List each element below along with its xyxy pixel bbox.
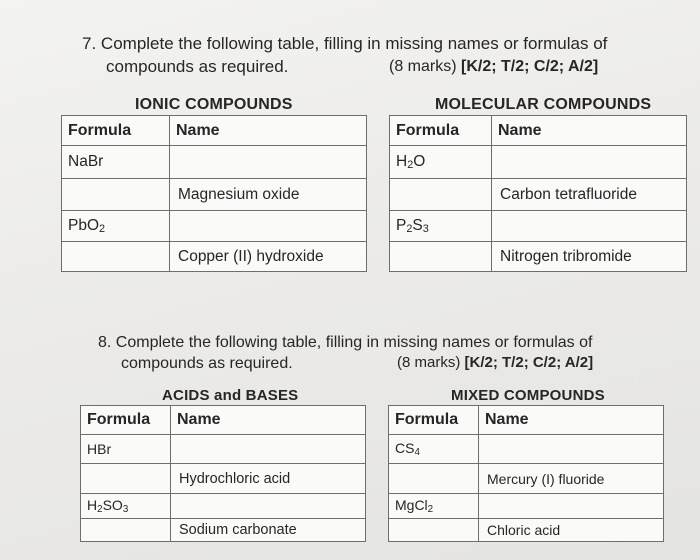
table-row xyxy=(389,464,664,494)
table-row xyxy=(81,494,366,519)
name-cell[interactable]: Mercury (I) fluoride xyxy=(479,464,664,494)
formula-text: H xyxy=(87,497,98,513)
formula-subscript: 3 xyxy=(422,223,429,235)
question-7-line2: compounds as required. xyxy=(106,57,289,76)
formula-cell[interactable] xyxy=(390,211,492,242)
name-cell[interactable] xyxy=(479,494,664,519)
acids-header-row xyxy=(81,406,366,435)
table-row xyxy=(390,211,687,242)
table-row xyxy=(62,242,367,272)
formula-cell[interactable] xyxy=(390,242,492,272)
molecular-header-formula: Formula xyxy=(390,116,492,146)
formula-subscript: 2 xyxy=(99,223,106,235)
ionic-header-row xyxy=(62,116,367,146)
question-8-marks-code: [K/2; T/2; C/2; A/2] xyxy=(464,354,594,371)
formula-subscript: 2 xyxy=(406,223,413,235)
name-cell[interactable]: Carbon tetrafluoride xyxy=(492,179,687,211)
formula-text: CS xyxy=(395,440,415,456)
name-cell[interactable] xyxy=(492,211,687,242)
formula-text: P xyxy=(396,217,407,234)
table-row xyxy=(389,435,664,464)
table-row xyxy=(390,146,687,179)
mixed-header-row xyxy=(389,406,664,435)
ionic-title: IONIC COMPOUNDS xyxy=(135,96,293,113)
formula-subscript: 2 xyxy=(407,159,414,171)
formula-text: PbO xyxy=(68,217,100,234)
name-cell[interactable]: Chloric acid xyxy=(479,519,664,542)
table-row xyxy=(62,146,367,179)
formula-subscript: 4 xyxy=(414,447,420,458)
formula-cell[interactable] xyxy=(81,494,171,519)
formula-cell[interactable] xyxy=(389,519,479,542)
table-row xyxy=(390,242,687,272)
ionic-header-formula: Formula xyxy=(62,116,170,146)
molecular-header-row xyxy=(390,116,687,146)
formula-cell[interactable] xyxy=(81,519,171,542)
name-cell[interactable]: Hydrochloric acid xyxy=(171,464,366,494)
name-cell[interactable] xyxy=(171,435,366,464)
formula-cell[interactable]: HBr xyxy=(81,435,171,464)
table-row xyxy=(62,211,367,242)
molecular-header-name: Name xyxy=(492,116,687,146)
mixed-header-name: Name xyxy=(479,406,664,435)
formula-subscript: 3 xyxy=(122,504,129,515)
question-8-line2: compounds as required. xyxy=(121,355,293,372)
name-cell[interactable] xyxy=(171,494,366,519)
formula-text: S xyxy=(412,217,423,234)
formula-subscript: 2 xyxy=(97,504,103,515)
mixed-header-formula: Formula xyxy=(389,406,479,435)
name-cell[interactable]: Nitrogen tribromide xyxy=(492,242,687,272)
name-cell[interactable]: Copper (II) hydroxide xyxy=(170,242,367,272)
table-row xyxy=(390,179,687,211)
question-8-marks xyxy=(397,354,593,371)
question-8-line1: Complete the following table, filling in missing names or formulas of xyxy=(115,334,593,351)
name-cell[interactable]: Sodium carbonate xyxy=(171,519,366,542)
formula-cell[interactable] xyxy=(62,179,170,211)
question-8-text xyxy=(98,332,592,354)
table-row xyxy=(389,494,664,519)
table-row xyxy=(81,464,366,494)
name-cell[interactable] xyxy=(479,435,664,464)
formula-cell[interactable] xyxy=(81,464,171,494)
question-7-line1: Complete the following table, filling in missing names or formulas of xyxy=(100,34,608,53)
formula-cell[interactable] xyxy=(389,494,479,519)
formula-text: MgCl xyxy=(395,497,428,513)
name-cell[interactable] xyxy=(170,146,367,179)
name-cell[interactable] xyxy=(170,211,367,242)
formula-cell[interactable] xyxy=(389,464,479,494)
formula-subscript: 2 xyxy=(427,504,434,515)
mixed-title: MIXED COMPOUNDS xyxy=(451,387,605,404)
table-row xyxy=(81,519,366,542)
formula-cell[interactable] xyxy=(62,211,170,242)
question-7-text xyxy=(82,33,607,55)
formula-text: H xyxy=(396,153,408,170)
ionic-header-name: Name xyxy=(170,116,367,146)
table-row xyxy=(389,519,664,542)
formula-cell[interactable] xyxy=(390,179,492,211)
acids-header-formula: Formula xyxy=(81,406,171,435)
molecular-title: MOLECULAR COMPOUNDS xyxy=(435,96,652,113)
name-cell[interactable]: Magnesium oxide xyxy=(170,179,367,211)
question-7-number: 7. xyxy=(82,34,97,53)
acids-table xyxy=(80,405,366,542)
formula-cell[interactable] xyxy=(390,146,492,179)
question-8-marks-value: (8 marks) xyxy=(397,354,461,371)
question-7-marks xyxy=(389,58,598,76)
table-row xyxy=(81,435,366,464)
name-cell[interactable] xyxy=(492,146,687,179)
question-8-number: 8. xyxy=(98,334,112,351)
mixed-table xyxy=(388,405,664,542)
acids-title: ACIDS and BASES xyxy=(162,387,299,404)
formula-text: SO xyxy=(102,497,123,513)
molecular-table xyxy=(389,115,687,272)
formula-cell[interactable] xyxy=(389,435,479,464)
question-7-marks-code: [K/2; T/2; C/2; A/2] xyxy=(461,58,599,75)
table-row xyxy=(62,179,367,211)
question-7-marks-value: (8 marks) xyxy=(389,58,457,75)
formula-cell[interactable] xyxy=(62,242,170,272)
ionic-table xyxy=(61,115,367,272)
formula-cell[interactable]: NaBr xyxy=(62,146,170,179)
formula-text: O xyxy=(413,153,426,170)
acids-header-name: Name xyxy=(171,406,366,435)
